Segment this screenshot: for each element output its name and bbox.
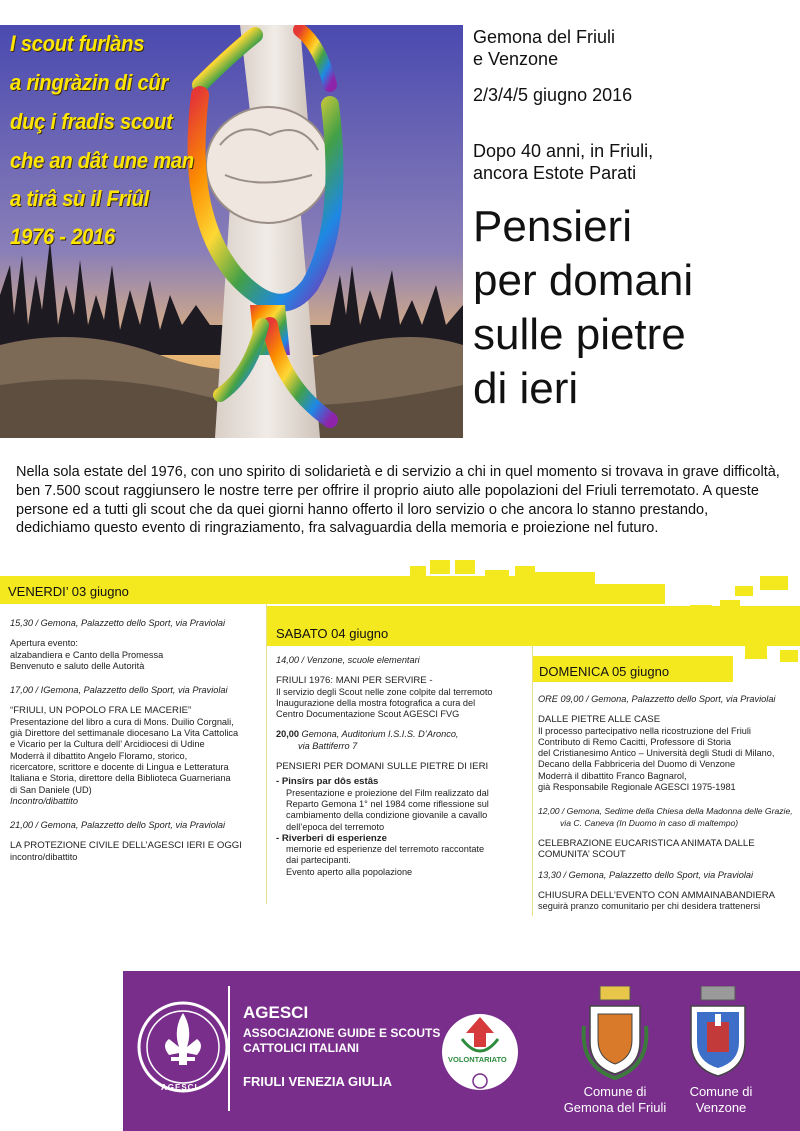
comune-gemona-label-2: Gemona del Friuli — [563, 1100, 667, 1115]
sunday-programme — [538, 694, 796, 912]
event-line: Evento aperto alla popolazione — [286, 866, 413, 877]
emblem-text: AGESCI — [161, 1083, 198, 1092]
event-time-place: 21,00 / Gemona, Palazzetto dello Sport, via Praviolai — [10, 820, 226, 831]
event-time-place: 12,00 / Gemona, Sedime della Chiesa della Madonna delle Grazie, — [538, 806, 793, 817]
event-title: DALLE PIETRE ALLE CASE — [538, 714, 661, 726]
event-line: del Cristianesimo Antico – Università degli Studi di Milano, — [538, 748, 775, 759]
event-line: Il servizio degli Scout nelle zone colpite dal terremoto — [276, 686, 493, 697]
event-place: Gemona, Auditorium I.S.I.S. D’Aronco, — [299, 729, 459, 740]
event-line: già Direttore del settimanale diocesano La Vita Cattolica — [10, 728, 239, 739]
event-line: Moderrà il dibattito Franco Bagnarol, — [538, 770, 687, 781]
event-line: alzabandiera e Canto della Promessa — [10, 649, 164, 660]
event-line: Moderrà il dibattito Angelo Floramo, storico, — [10, 750, 188, 761]
event-line: Centro Documentazione Scout AGESCI FVG — [276, 709, 460, 720]
friday-band-step — [535, 572, 595, 584]
event-subtitle: - Riverberi di esperienze — [276, 832, 387, 844]
event-line: Incontro/dibattito — [10, 795, 78, 806]
footer-divider — [228, 986, 230, 1111]
event-line: Inaugurazione della mostra fotografica a cura del — [276, 697, 476, 708]
poster-line: che an dât une man — [10, 148, 194, 173]
event-title: PENSIERI PER DOMANI SULLE PIETRE DI IERI — [276, 761, 489, 773]
event-line: Presentazione e proiezione del Film realizzato dal — [286, 787, 489, 798]
event-time-place: ORE 09,00 / Gemona, Palazzetto dello Sport, via Praviolai — [538, 694, 776, 704]
region-name: FRIULI VENEZIA GIULIA — [243, 1074, 393, 1089]
decorative-square — [735, 586, 753, 596]
event-title — [473, 200, 693, 416]
event-time-place: 17,00 / IGemona, Palazzetto dello Sport, via Praviolai — [10, 685, 228, 696]
agesci-full-name-2: CATTOLICI ITALIANI — [243, 1041, 359, 1055]
event-title: FRIULI 1976: MANI PER SERVIRE - — [276, 675, 433, 687]
event-line: Apertura evento: — [10, 638, 78, 649]
title-line: sulle pietre — [473, 310, 686, 359]
decorative-square — [745, 645, 767, 659]
event-title: LA PROTEZIONE CIVILE DELL’AGESCI IERI E OGGI — [10, 840, 242, 852]
poster-line: a ringràzin di cûr — [10, 70, 169, 95]
event-line: dell’epoca del terremoto — [286, 821, 385, 832]
event-line: Decano della Fabbriceria del Duomo di Venzone — [538, 759, 736, 770]
event-line: cambiamento della condizione giovanile a cavallo — [286, 810, 488, 821]
agesci-emblem-icon — [135, 999, 231, 1095]
location-line-1: Gemona del Friuli — [473, 27, 616, 47]
event-line: Il processo partecipativo nella ricostruzione del Friuli — [538, 725, 751, 736]
column-divider — [266, 604, 267, 904]
sunday-title: DOMENICA 05 giugno — [539, 664, 670, 679]
event-time-place: 13,30 / Gemona, Palazzetto dello Sport, via Praviolai — [538, 869, 754, 880]
event-subtitle: - Pinsîrs par dôs estâs — [276, 776, 379, 788]
comune-venzone-label-1: Comune di — [689, 1084, 753, 1099]
footer-bar — [123, 971, 800, 1131]
poster-line: duç i fradis scout — [10, 109, 173, 134]
event-line: già Responsabile Regionale AGESCI 1975-1981 — [538, 782, 736, 793]
event-time-place: 15,30 / Gemona, Palazzetto dello Sport, via Praviolai — [10, 618, 226, 628]
event-line: incontro/dibattito — [10, 851, 78, 862]
volontariato-logo-icon — [440, 1007, 520, 1097]
event-line: Reparto Gemona 1° nel 1984 come riflessione sul — [286, 798, 489, 809]
event-line: ricercatore, scrittore e docente di Lingua e Letteratura — [10, 761, 229, 772]
event-title: CELEBRAZIONE EUCARISTICA ANIMATA DALLE — [538, 837, 755, 849]
event-line: e Vicario per la Cultura dell’ Arcidiocesi di Udine — [10, 739, 205, 750]
saturday-programme — [276, 655, 528, 878]
agesci-name: AGESCI — [243, 1003, 309, 1022]
friday-title: VENERDI’ 03 giugno — [8, 584, 129, 599]
venzone-coat-of-arms-icon — [683, 986, 753, 1080]
friday-band-tail — [535, 584, 665, 604]
poster-illustration — [0, 25, 463, 438]
event-line: memorie ed esperienze del terremoto raccontate — [286, 844, 485, 855]
poster-line: I scout furlàns — [10, 31, 145, 56]
event-place-line: via Battiferro 7 — [298, 740, 358, 751]
event-line: Benvenuto e saluto delle Autorità — [10, 660, 145, 671]
event-line: Presentazione del libro a cura di Mons. Duilio Corgnali, — [10, 716, 234, 727]
subtitle-line-1: Dopo 40 anni, in Friuli, — [473, 141, 654, 161]
event-dates: 2/3/4/5 giugno 2016 — [473, 85, 633, 105]
decorative-square — [455, 560, 475, 574]
event-line: dai partecipanti. — [286, 855, 351, 866]
event-place-line: via C. Caneva (In Duomo in caso di maltempo) — [560, 817, 739, 828]
decorative-square — [760, 576, 788, 590]
event-line: seguirà pranzo comunitario per chi desidera trattenersi — [538, 901, 761, 912]
event-line: Contributo di Remo Cacitti, Professore di Storia — [538, 736, 732, 747]
decorative-square — [430, 560, 450, 574]
location-line-2: e Venzone — [473, 49, 559, 69]
event-title: “FRIULI, UN POPOLO FRA LE MACERIE” — [10, 705, 192, 717]
event-line: Italiana e Storia, direttore della Biblioteca Guarneriana — [10, 773, 231, 784]
comune-gemona-label-1: Comune di — [583, 1084, 647, 1099]
event-title: CHIUSURA DELL’EVENTO CON AMMAINABANDIERA — [538, 889, 776, 901]
decorative-square — [780, 650, 798, 662]
volontariato-label: VOLONTARIATO — [448, 1055, 507, 1064]
intro-paragraph: Nella sola estate del 1976, con uno spirito di solidarietà e di servizio a chi in quel momento si trovava in grave difficoltà, ben 7.500 scout raggiunsero le nostre terre per offrire il proprio aiuto alle popolazioni del Friuli terremotato. A queste persone ed a tutti gli scout che da quei giorni hanno offerto il loro servizio o che ancora lo stanno prestando, dedichiamo questo evento di ringraziamento, fra salvaguardia della memoria e proiezione nel futuro. — [16, 464, 780, 537]
poster-line: 1976 - 2016 — [10, 224, 116, 249]
event-time: 20,00 — [276, 729, 299, 740]
friday-programme — [10, 618, 262, 863]
event-time-place: 14,00 / Venzone, scuole elementari — [276, 655, 420, 665]
poster-line: a tirâ sù il Friûl — [10, 186, 150, 211]
title-line: Pensieri — [473, 202, 632, 251]
title-line: di ieri — [473, 364, 579, 413]
agesci-full-name-1: ASSOCIAZIONE GUIDE E SCOUTS — [243, 1026, 441, 1040]
column-divider — [532, 646, 533, 916]
subtitle-line-2: ancora Estote Parati — [473, 163, 637, 183]
event-title: COMUNITA’ SCOUT — [538, 849, 626, 861]
gemona-coat-of-arms-icon — [580, 986, 650, 1080]
comune-venzone-label-2: Venzone — [695, 1100, 747, 1115]
title-line: per domani — [473, 256, 694, 305]
saturday-title: SABATO 04 giugno — [276, 626, 389, 641]
event-line: di San Daniele (UD) — [10, 784, 92, 795]
